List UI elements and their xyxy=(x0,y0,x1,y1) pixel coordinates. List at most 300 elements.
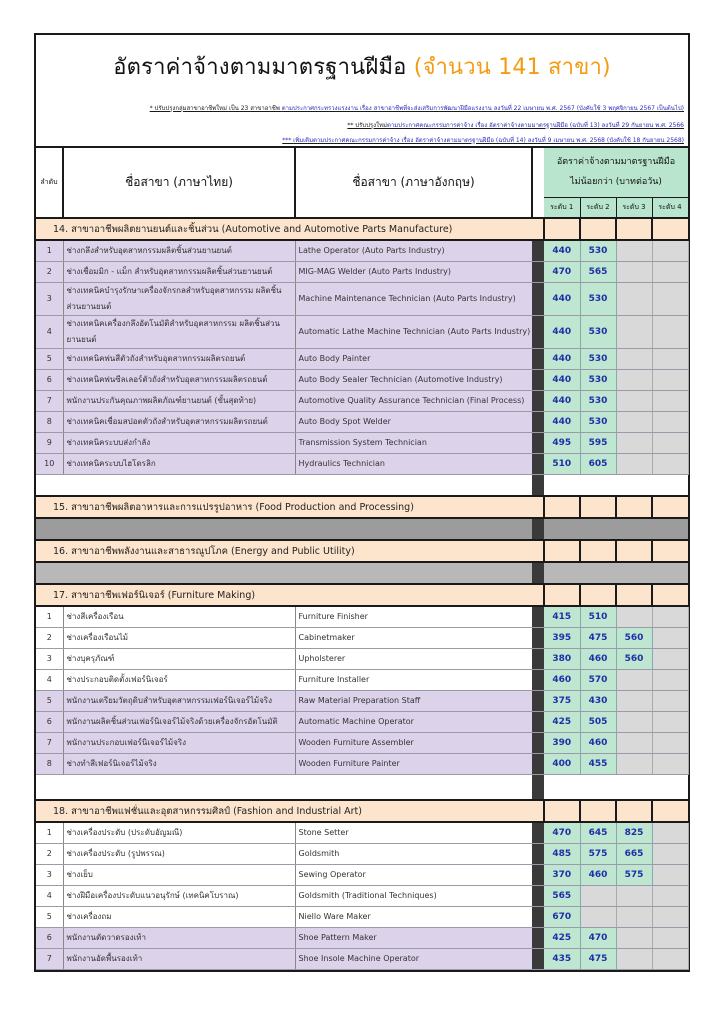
row-number: 3 xyxy=(36,282,63,315)
occupation-name-en: Goldsmith (Traditional Techniques) xyxy=(295,885,532,906)
separator xyxy=(532,927,544,948)
row-number: 4 xyxy=(36,885,63,906)
row-number: 10 xyxy=(36,453,63,474)
separator xyxy=(532,540,544,562)
occupation-name-en: Upholsterer xyxy=(295,648,532,669)
occupation-name-en: Wooden Furniture Assembler xyxy=(295,732,532,753)
table-row xyxy=(36,261,688,282)
rate-l4 xyxy=(652,864,688,885)
rate-l3 xyxy=(616,453,652,474)
rate-l4 xyxy=(652,282,688,315)
rate-l1: 440 xyxy=(544,411,580,432)
level-cell xyxy=(652,496,688,518)
note-1-link[interactable]: ตามประกาศกระทรวงแรงงาน เรื่อง สาขาอาชีพที่จะส่งเสริมการพัฒนาฝีมือแรงงาน ลงวันที่ 22 เมษายน พ.ศ. 2567 (บังคับใช้ 3 พฤศจิกายน 2567 เป็นต้นไป) xyxy=(281,105,684,112)
empty-cell xyxy=(544,518,688,540)
rate-l2: 605 xyxy=(580,453,616,474)
header-level-3: ระดับ 3 xyxy=(616,197,652,218)
separator xyxy=(532,496,544,518)
row-number: 8 xyxy=(36,753,63,774)
rate-l2: 530 xyxy=(580,348,616,369)
occupation-name-en: Automatic Machine Operator xyxy=(295,711,532,732)
rate-l1: 400 xyxy=(544,753,580,774)
rate-l4 xyxy=(652,906,688,927)
row-number: 2 xyxy=(36,627,63,648)
separator xyxy=(532,843,544,864)
rate-l4 xyxy=(652,411,688,432)
table-row xyxy=(36,948,688,969)
rate-l2: 645 xyxy=(580,822,616,843)
level-cell xyxy=(580,584,616,606)
table-row xyxy=(36,411,688,432)
level-cell xyxy=(616,496,652,518)
separator xyxy=(532,518,544,540)
level-cell xyxy=(652,584,688,606)
section-18-header xyxy=(36,800,688,822)
occupation-name-en: Automatic Lathe Machine Technician (Auto Parts Industry) xyxy=(295,315,532,348)
rate-l3: 560 xyxy=(616,648,652,669)
separator xyxy=(532,906,544,927)
separator xyxy=(532,732,544,753)
header-no: ลำดับ xyxy=(36,148,63,218)
level-cell xyxy=(580,218,616,240)
rate-l1: 440 xyxy=(544,282,580,315)
occupation-name-th: ช่างเทคนิคระบบส่งกำลัง xyxy=(63,432,295,453)
section-17-header xyxy=(36,584,688,606)
section-16-header xyxy=(36,540,688,562)
separator xyxy=(532,261,544,282)
rate-l4 xyxy=(652,261,688,282)
rate-l2: 530 xyxy=(580,315,616,348)
rate-l1: 415 xyxy=(544,606,580,627)
page-title xyxy=(36,49,688,84)
rate-l4 xyxy=(652,690,688,711)
table-row xyxy=(36,753,688,774)
table-row xyxy=(36,390,688,411)
separator xyxy=(532,606,544,627)
rate-l3 xyxy=(616,606,652,627)
separator xyxy=(532,474,544,496)
occupation-name-th: ช่างเครื่องประดับ (ประดับอัญมณี) xyxy=(63,822,295,843)
table-row xyxy=(36,240,688,261)
level-cell xyxy=(652,800,688,822)
occupation-name-th: ช่างเครื่องถม xyxy=(63,906,295,927)
occupation-name-th: ช่างเทคนิคบำรุงรักษาเครื่องจักรกลสำหรับอุตสาหกรรม ผลิตชิ้นส่วนยานยนต์ xyxy=(63,282,295,315)
row-number: 5 xyxy=(36,690,63,711)
occupation-name-en: Hydraulics Technician xyxy=(295,453,532,474)
header-rate-line2: ไม่น้อยกว่า (บาทต่อวัน) xyxy=(570,177,662,188)
level-cell xyxy=(544,800,580,822)
table-row xyxy=(36,627,688,648)
row-number: 1 xyxy=(36,606,63,627)
rate-l3 xyxy=(616,711,652,732)
separator xyxy=(532,711,544,732)
table-row xyxy=(36,843,688,864)
occupation-name-th: ช่างกลึงสำหรับอุตสาหกรรมผลิตชิ้นส่วนยานยนต์ xyxy=(63,240,295,261)
header-name-th: ชื่อสาขา (ภาษาไทย) xyxy=(63,148,295,218)
level-cell xyxy=(616,218,652,240)
header-rate-line1: อัตราค่าจ้างตามมาตรฐานฝีมือ xyxy=(556,157,676,168)
blank-cell xyxy=(36,474,532,496)
rate-l4 xyxy=(652,732,688,753)
rate-l2: 530 xyxy=(580,240,616,261)
table-row xyxy=(36,927,688,948)
occupation-name-en: Furniture Installer xyxy=(295,669,532,690)
rate-l4 xyxy=(652,711,688,732)
rate-l4 xyxy=(652,669,688,690)
occupation-name-en: Goldsmith xyxy=(295,843,532,864)
rate-l3 xyxy=(616,885,652,906)
occupation-name-th: ช่างเทคนิคเครื่องกลึงอัตโนมัติสำหรับอุตสาหกรรม ผลิตชิ้นส่วนยานยนต์ xyxy=(63,315,295,348)
header-level-4: ระดับ 4 xyxy=(652,197,688,218)
level-cell xyxy=(580,496,616,518)
separator xyxy=(532,148,544,218)
table-row xyxy=(36,432,688,453)
rate-l3 xyxy=(616,432,652,453)
rate-l2: 575 xyxy=(580,843,616,864)
rate-l1: 440 xyxy=(544,348,580,369)
separator xyxy=(532,315,544,348)
level-cell xyxy=(616,540,652,562)
table-row xyxy=(36,648,688,669)
rate-l2: 460 xyxy=(580,732,616,753)
note-1-prefix: * ปรับปรุงกลุ่มสาขาอาชีพใหม่ เป็น 23 สาขาอาชีพ xyxy=(149,105,282,112)
note-3-link[interactable]: เพิ่มเติมตามประกาศคณะกรรมการค่าจ้าง เรื่อง อัตราค่าจ้างตามมาตรฐานฝีมือ (ฉบับที่ 14) ลงวันที่ 9 เมษายน พ.ศ. 2568 (บังคับใช้ 18 กันยายน 2568) xyxy=(293,137,684,144)
rate-l2: 595 xyxy=(580,432,616,453)
table-row xyxy=(36,711,688,732)
rate-l3 xyxy=(616,690,652,711)
row-number: 4 xyxy=(36,669,63,690)
table-row xyxy=(36,282,688,315)
rate-l4 xyxy=(652,315,688,348)
occupation-name-th: ช่างเทคนิคพ่นซีลเลอร์ตัวถังสำหรับอุตสาหกรรมผลิตรถยนต์ xyxy=(63,369,295,390)
rate-l2: 565 xyxy=(580,261,616,282)
occupation-name-en: Machine Maintenance Technician (Auto Parts Industry) xyxy=(295,282,532,315)
separator xyxy=(532,282,544,315)
note-2-prefix: ** ปรับปรุงใหม่ xyxy=(347,122,387,129)
table-row xyxy=(36,315,688,348)
row-number: 7 xyxy=(36,732,63,753)
rate-l3 xyxy=(616,411,652,432)
blank-cell xyxy=(544,774,688,800)
rate-l2: 530 xyxy=(580,282,616,315)
separator xyxy=(532,390,544,411)
rate-l2: 530 xyxy=(580,390,616,411)
occupation-name-th: ช่างบุครุภัณฑ์ xyxy=(63,648,295,669)
rate-l4 xyxy=(652,369,688,390)
rate-l3 xyxy=(616,348,652,369)
wage-rate-sheet xyxy=(34,33,690,972)
separator xyxy=(532,218,544,240)
section-14-header xyxy=(36,218,688,240)
row-number: 5 xyxy=(36,906,63,927)
row-number: 1 xyxy=(36,240,63,261)
rate-l2: 470 xyxy=(580,927,616,948)
title-main: อัตราค่าจ้างตามมาตรฐานฝีมือ xyxy=(113,55,407,80)
level-cell xyxy=(580,540,616,562)
note-2-link[interactable]: ตามประกาศคณะกรรมการค่าจ้าง เรื่อง อัตราค่าจ้างตามมาตรฐานฝีมือ (ฉบับที่ 13) ลงวันที่ 29 กันยายน พ.ศ. 2566 xyxy=(386,122,684,129)
occupation-name-th: ช่างเทคนิคเชื่อมสปอตตัวถังสำหรับอุตสาหกรรมผลิตรถยนต์ xyxy=(63,411,295,432)
blank-row xyxy=(36,774,688,800)
rate-l1: 440 xyxy=(544,390,580,411)
level-cell xyxy=(652,540,688,562)
rate-l1: 510 xyxy=(544,453,580,474)
row-number: 6 xyxy=(36,711,63,732)
level-cell xyxy=(652,218,688,240)
rate-l3: 575 xyxy=(616,864,652,885)
table-row xyxy=(36,690,688,711)
section-15-header xyxy=(36,496,688,518)
rate-l3 xyxy=(616,906,652,927)
header-level-2: ระดับ 2 xyxy=(580,197,616,218)
row-number: 5 xyxy=(36,348,63,369)
level-cell xyxy=(616,800,652,822)
occupation-name-en: Auto Body Spot Welder xyxy=(295,411,532,432)
row-number: 2 xyxy=(36,843,63,864)
title-count: (จำนวน 141 สาขา) xyxy=(413,55,611,80)
separator xyxy=(532,753,544,774)
rate-l1: 370 xyxy=(544,864,580,885)
separator xyxy=(532,648,544,669)
header-name-en: ชื่อสาขา (ภาษาอังกฤษ) xyxy=(295,148,532,218)
row-number: 7 xyxy=(36,948,63,969)
separator xyxy=(532,584,544,606)
empty-section-row xyxy=(36,518,688,540)
occupation-name-en: Stone Setter xyxy=(295,822,532,843)
row-number: 3 xyxy=(36,864,63,885)
table-row xyxy=(36,822,688,843)
rate-l1: 565 xyxy=(544,885,580,906)
note-1 xyxy=(150,103,684,113)
occupation-name-th: ช่างเย็บ xyxy=(63,864,295,885)
rate-l1: 470 xyxy=(544,822,580,843)
occupation-name-en: MIG-MAG Welder (Auto Parts Industry) xyxy=(295,261,532,282)
occupation-name-th: ช่างเทคนิคระบบไฮโดรลิก xyxy=(63,453,295,474)
row-number: 4 xyxy=(36,315,63,348)
rate-l4 xyxy=(652,348,688,369)
separator xyxy=(532,240,544,261)
separator xyxy=(532,774,544,800)
occupation-name-en: Raw Material Preparation Staff xyxy=(295,690,532,711)
rate-l1: 390 xyxy=(544,732,580,753)
rate-l2: 475 xyxy=(580,948,616,969)
occupation-name-en: Auto Body Painter xyxy=(295,348,532,369)
occupation-name-en: Shoe Insole Machine Operator xyxy=(295,948,532,969)
section-title: 17. สาขาอาชีพเฟอร์นิเจอร์ (Furniture Making) xyxy=(36,584,532,606)
rate-l4 xyxy=(652,648,688,669)
table-row xyxy=(36,669,688,690)
occupation-name-en: Niello Ware Maker xyxy=(295,906,532,927)
header-level-1: ระดับ 1 xyxy=(544,197,580,218)
occupation-name-en: Sewing Operator xyxy=(295,864,532,885)
occupation-name-th: ช่างเครื่องเรือนไม้ xyxy=(63,627,295,648)
note-3-prefix: *** xyxy=(282,137,294,144)
rate-l3 xyxy=(616,948,652,969)
occupation-name-en: Furniture Finisher xyxy=(295,606,532,627)
level-cell xyxy=(544,218,580,240)
occupation-name-th: พนักงานประกันคุณภาพผลิตภัณฑ์ยานยนต์ (ขั้นสุดท้าย) xyxy=(63,390,295,411)
note-2 xyxy=(347,120,684,130)
rate-l4 xyxy=(652,753,688,774)
section-title: 16. สาขาอาชีพพลังงานและสาธารณูปโภค (Energy and Public Utility) xyxy=(36,540,532,562)
separator xyxy=(532,432,544,453)
occupation-name-en: Cabinetmaker xyxy=(295,627,532,648)
rate-l4 xyxy=(652,453,688,474)
occupation-name-th: ช่างเครื่องประดับ (รูปพรรณ) xyxy=(63,843,295,864)
occupation-name-th: ช่างเทคนิคพ่นสีตัวถังสำหรับอุตสาหกรรมผลิตรถยนต์ xyxy=(63,348,295,369)
rate-l4 xyxy=(652,390,688,411)
row-number: 6 xyxy=(36,369,63,390)
header-rate xyxy=(544,148,688,197)
occupation-name-th: พนักงานผลิตชิ้นส่วนเฟอร์นิเจอร์ไม้จริงด้วยเครื่องจักรอัตโนมัติ xyxy=(63,711,295,732)
level-cell xyxy=(544,584,580,606)
empty-cell xyxy=(544,562,688,584)
rate-l1: 435 xyxy=(544,948,580,969)
rate-l3 xyxy=(616,753,652,774)
occupation-name-th: พนักงานอัดพื้นรองเท้า xyxy=(63,948,295,969)
rate-l4 xyxy=(652,822,688,843)
occupation-name-en: Transmission System Technician xyxy=(295,432,532,453)
occupation-name-th: พนักงานตัดวาดรองเท้า xyxy=(63,927,295,948)
rate-l4 xyxy=(652,627,688,648)
separator xyxy=(532,627,544,648)
separator xyxy=(532,348,544,369)
table-row xyxy=(36,606,688,627)
occupation-name-en: Auto Body Sealer Technician (Automotive Industry) xyxy=(295,369,532,390)
rate-l2: 460 xyxy=(580,864,616,885)
blank-cell xyxy=(544,474,688,496)
rate-l1: 440 xyxy=(544,240,580,261)
occupation-name-th: ช่างประกอบติดตั้งเฟอร์นิเจอร์ xyxy=(63,669,295,690)
rate-l4 xyxy=(652,606,688,627)
rate-l3 xyxy=(616,369,652,390)
empty-section-row xyxy=(36,562,688,584)
rate-l3: 560 xyxy=(616,627,652,648)
separator xyxy=(532,369,544,390)
rate-l2: 505 xyxy=(580,711,616,732)
rate-l2: 530 xyxy=(580,411,616,432)
table-row xyxy=(36,885,688,906)
separator xyxy=(532,669,544,690)
wage-table xyxy=(36,148,689,970)
section-title: 14. สาขาอาชีพผลิตยานยนต์และชิ้นส่วน (Automotive and Automotive Parts Manufacture) xyxy=(36,218,532,240)
occupation-name-en: Wooden Furniture Painter xyxy=(295,753,532,774)
occupation-name-th: พนักงานประกอบเฟอร์นิเจอร์ไม้จริง xyxy=(63,732,295,753)
table-row xyxy=(36,453,688,474)
row-number: 1 xyxy=(36,822,63,843)
level-cell xyxy=(580,800,616,822)
occupation-name-en: Lathe Operator (Auto Parts Industry) xyxy=(295,240,532,261)
rate-l4 xyxy=(652,843,688,864)
separator xyxy=(532,822,544,843)
rate-l3 xyxy=(616,927,652,948)
rate-l1: 460 xyxy=(544,669,580,690)
table-row xyxy=(36,732,688,753)
rate-l3: 825 xyxy=(616,822,652,843)
level-cell xyxy=(544,496,580,518)
rate-l1: 380 xyxy=(544,648,580,669)
rate-l1: 470 xyxy=(544,261,580,282)
rate-l2: 460 xyxy=(580,648,616,669)
rate-l1: 440 xyxy=(544,369,580,390)
row-number: 3 xyxy=(36,648,63,669)
rate-l2 xyxy=(580,885,616,906)
blank-row xyxy=(36,474,688,496)
separator xyxy=(532,948,544,969)
level-cell xyxy=(616,584,652,606)
rate-l4 xyxy=(652,885,688,906)
separator xyxy=(532,864,544,885)
rate-l3 xyxy=(616,315,652,348)
rate-l4 xyxy=(652,927,688,948)
empty-cell xyxy=(36,562,532,584)
separator xyxy=(532,562,544,584)
row-number: 8 xyxy=(36,411,63,432)
note-3 xyxy=(282,135,684,145)
separator xyxy=(532,690,544,711)
occupation-name-th: ช่างทำสีเฟอร์นิเจอร์ไม้จริง xyxy=(63,753,295,774)
section-title: 15. สาขาอาชีพผลิตอาหารและการแปรรูปอาหาร (Food Production and Processing) xyxy=(36,496,532,518)
rate-l3 xyxy=(616,390,652,411)
rate-l1: 375 xyxy=(544,690,580,711)
occupation-name-th: ช่างเชื่อมมิก - แม็ก สำหรับอุตสาหกรรมผลิตชิ้นส่วนยานยนต์ xyxy=(63,261,295,282)
rate-l3: 665 xyxy=(616,843,652,864)
row-number: 7 xyxy=(36,390,63,411)
rate-l2: 455 xyxy=(580,753,616,774)
rate-l1: 395 xyxy=(544,627,580,648)
table-row xyxy=(36,348,688,369)
header-row xyxy=(36,148,688,197)
separator xyxy=(532,453,544,474)
row-number: 6 xyxy=(36,927,63,948)
separator xyxy=(532,800,544,822)
rate-l2: 475 xyxy=(580,627,616,648)
occupation-name-th: ช่างฝีมือเครื่องประดับแนวอนุรักษ์ (เทคนิคโบราณ) xyxy=(63,885,295,906)
row-number: 2 xyxy=(36,261,63,282)
rate-l4 xyxy=(652,432,688,453)
rate-l2: 510 xyxy=(580,606,616,627)
rate-l1: 485 xyxy=(544,843,580,864)
separator xyxy=(532,411,544,432)
row-number: 9 xyxy=(36,432,63,453)
occupation-name-th: พนักงานเตรียมวัตถุดิบสำหรับอุตสาหกรรมเฟอร์นิเจอร์ไม้จริง xyxy=(63,690,295,711)
occupation-name-th: ช่างสีเครื่องเรือน xyxy=(63,606,295,627)
rate-l4 xyxy=(652,240,688,261)
rate-l3 xyxy=(616,240,652,261)
section-title: 18. สาขาอาชีพแฟชั่นและอุตสาหกรรมศิลป์ (Fashion and Industrial Art) xyxy=(36,800,532,822)
rate-l3 xyxy=(616,282,652,315)
level-cell xyxy=(544,540,580,562)
rate-l1: 425 xyxy=(544,927,580,948)
rate-l1: 425 xyxy=(544,711,580,732)
rate-l3 xyxy=(616,261,652,282)
rate-l2 xyxy=(580,906,616,927)
rate-l2: 430 xyxy=(580,690,616,711)
occupation-name-en: Automotive Quality Assurance Technician (Final Process) xyxy=(295,390,532,411)
table-row xyxy=(36,369,688,390)
occupation-name-en: Shoe Pattern Maker xyxy=(295,927,532,948)
rate-l2: 570 xyxy=(580,669,616,690)
separator xyxy=(532,885,544,906)
title-area xyxy=(36,35,688,148)
rate-l1: 495 xyxy=(544,432,580,453)
rate-l1: 670 xyxy=(544,906,580,927)
rate-l3 xyxy=(616,732,652,753)
table-row xyxy=(36,906,688,927)
empty-cell xyxy=(36,518,532,540)
rate-l4 xyxy=(652,948,688,969)
table-row xyxy=(36,864,688,885)
rate-l1: 440 xyxy=(544,315,580,348)
